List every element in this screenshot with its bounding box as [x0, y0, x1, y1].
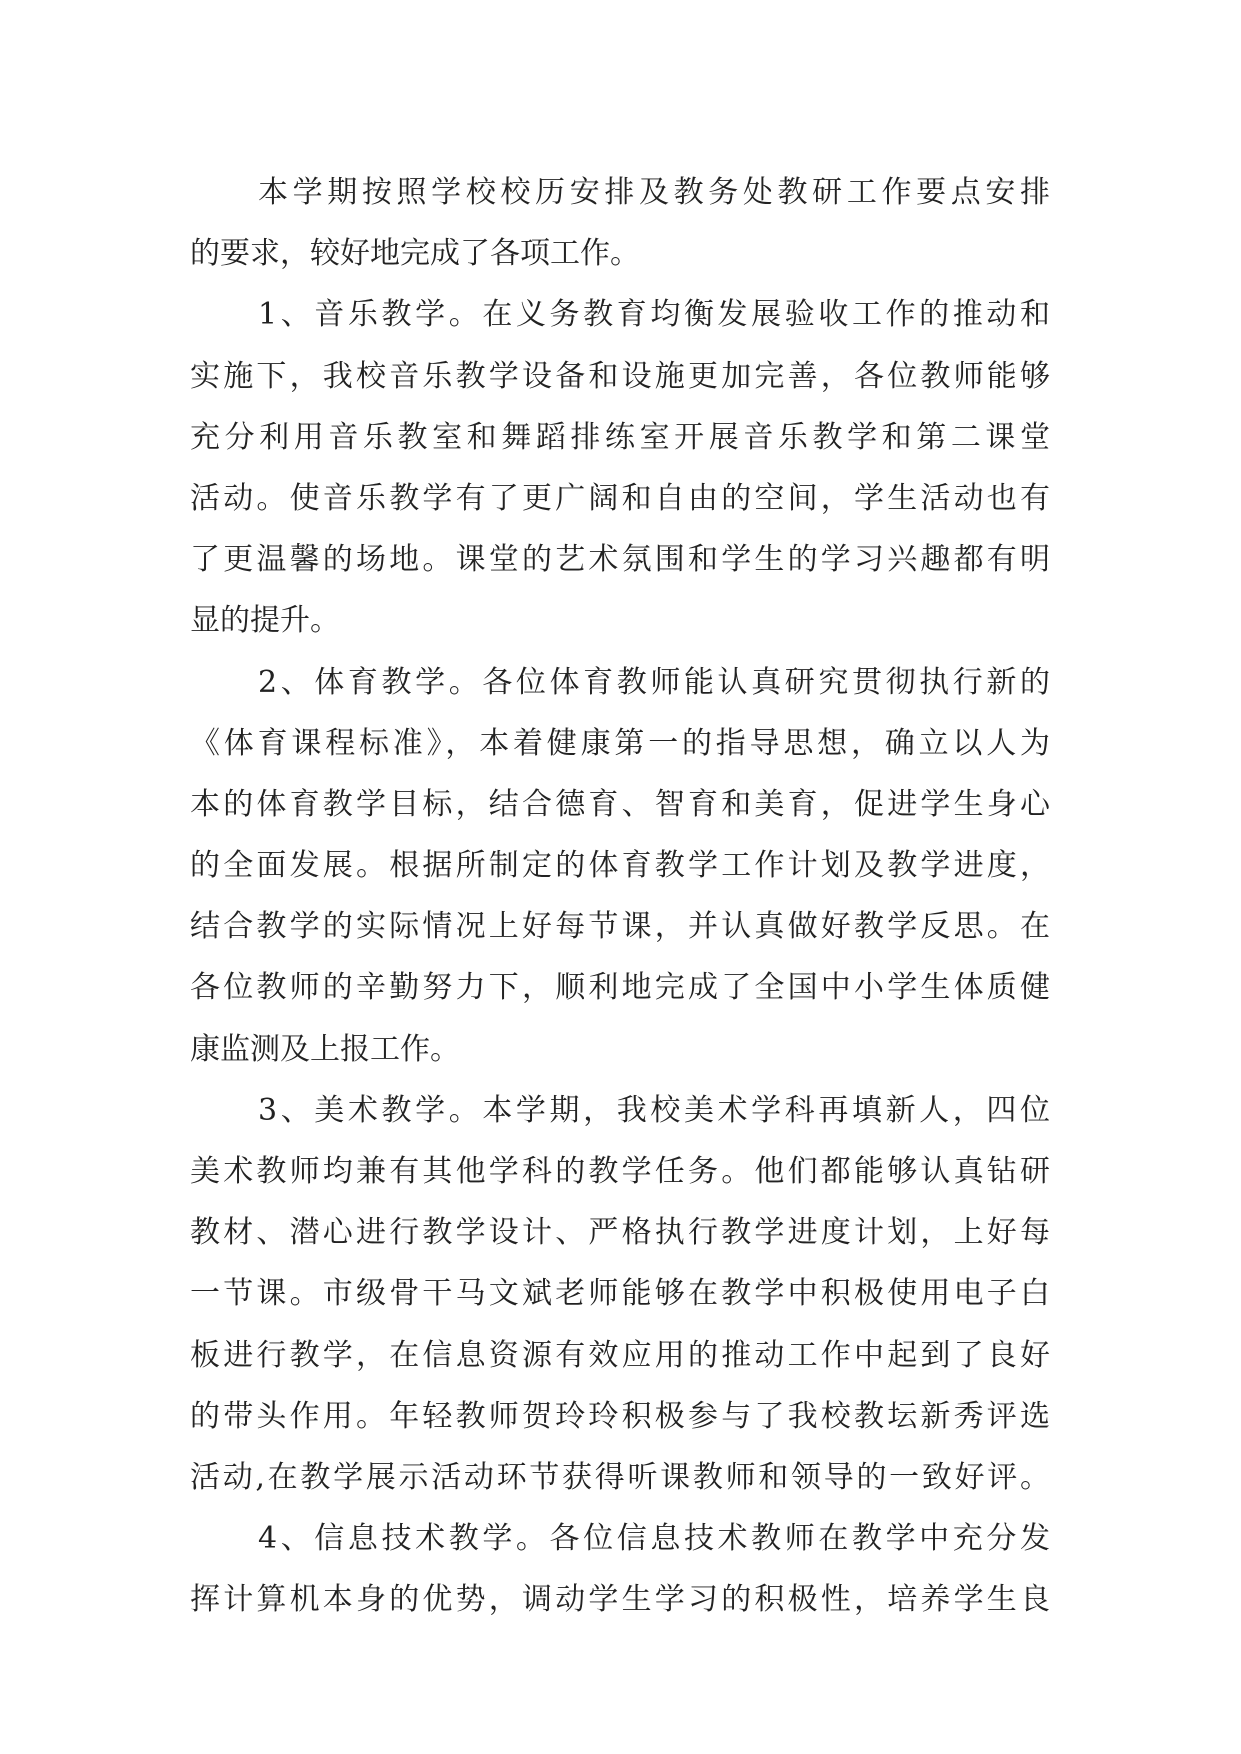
- text-line: 一节课。市级骨干马文斌老师能够在教学中积极使用电子白: [190, 1276, 1050, 1312]
- text-line: 2、体育教学。各位体育教师能认真研究贯彻执行新的: [258, 664, 1050, 700]
- text-line: 1、音乐教学。在义务教育均衡发展验收工作的推动和: [258, 297, 1050, 333]
- text-line: 挥计算机本身的优势，调动学生学习的积极性，培养学生良: [190, 1582, 1050, 1618]
- document-body: [190, 162, 1050, 1631]
- text-line: 显的提升。: [190, 603, 340, 639]
- text-line: 4、信息技术教学。各位信息技术教师在教学中充分发: [258, 1521, 1050, 1557]
- text-line: 结合教学的实际情况上好每节课，并认真做好教学反思。在: [190, 909, 1050, 945]
- text-line: 本的体育教学目标，结合德育、智育和美育，促进学生身心: [190, 786, 1050, 822]
- text-line: 美术教师均兼有其他学科的教学任务。他们都能够认真钻研: [190, 1154, 1050, 1189]
- paragraph-pe: [190, 652, 1050, 1080]
- text-line: 本学期按照学校校历安排及教务处教研工作要点安排: [258, 175, 1050, 210]
- text-line: 板进行教学，在信息资源有效应用的推动工作中起到了良好: [190, 1337, 1050, 1373]
- paragraph-music: [190, 284, 1050, 651]
- text-line: 实施下，我校音乐教学设备和设施更加完善，各位教师能够: [190, 358, 1050, 394]
- text-line: 的带头作用。年轻教师贺玲玲积极参与了我校教坛新秀评选: [190, 1398, 1050, 1434]
- text-line: 康监测及上报工作。: [190, 1031, 460, 1067]
- text-line: 教材、潜心进行教学设计、严格执行教学进度计划，上好每: [190, 1215, 1050, 1251]
- text-line: 的全面发展。根据所制定的体育教学工作计划及教学进度，: [190, 848, 1050, 884]
- text-line: 《体育课程标准》，本着健康第一的指导思想，确立以人为: [190, 725, 1050, 761]
- text-line: 了更温馨的场地。课堂的艺术氛围和学生的学习兴趣都有明: [190, 542, 1050, 578]
- text-line: 3、美术教学。本学期，我校美术学科再填新人，四位: [258, 1092, 1050, 1128]
- paragraph-it: [190, 1508, 1050, 1630]
- text-line: 各位教师的辛勤努力下，顺利地完成了全国中小学生体质健: [190, 970, 1050, 1006]
- text-line: 充分利用音乐教室和舞蹈排练室开展音乐教学和第二课堂: [190, 419, 1050, 455]
- paragraph-intro: [190, 162, 1050, 284]
- text-line: 的要求，较好地完成了各项工作。: [190, 236, 640, 272]
- text-line: 活动,在教学展示活动环节获得听课教师和领导的一致好评。: [190, 1459, 1050, 1495]
- text-line: 活动。使音乐教学有了更广阔和自由的空间，学生活动也有: [190, 480, 1050, 516]
- paragraph-art: [190, 1080, 1050, 1508]
